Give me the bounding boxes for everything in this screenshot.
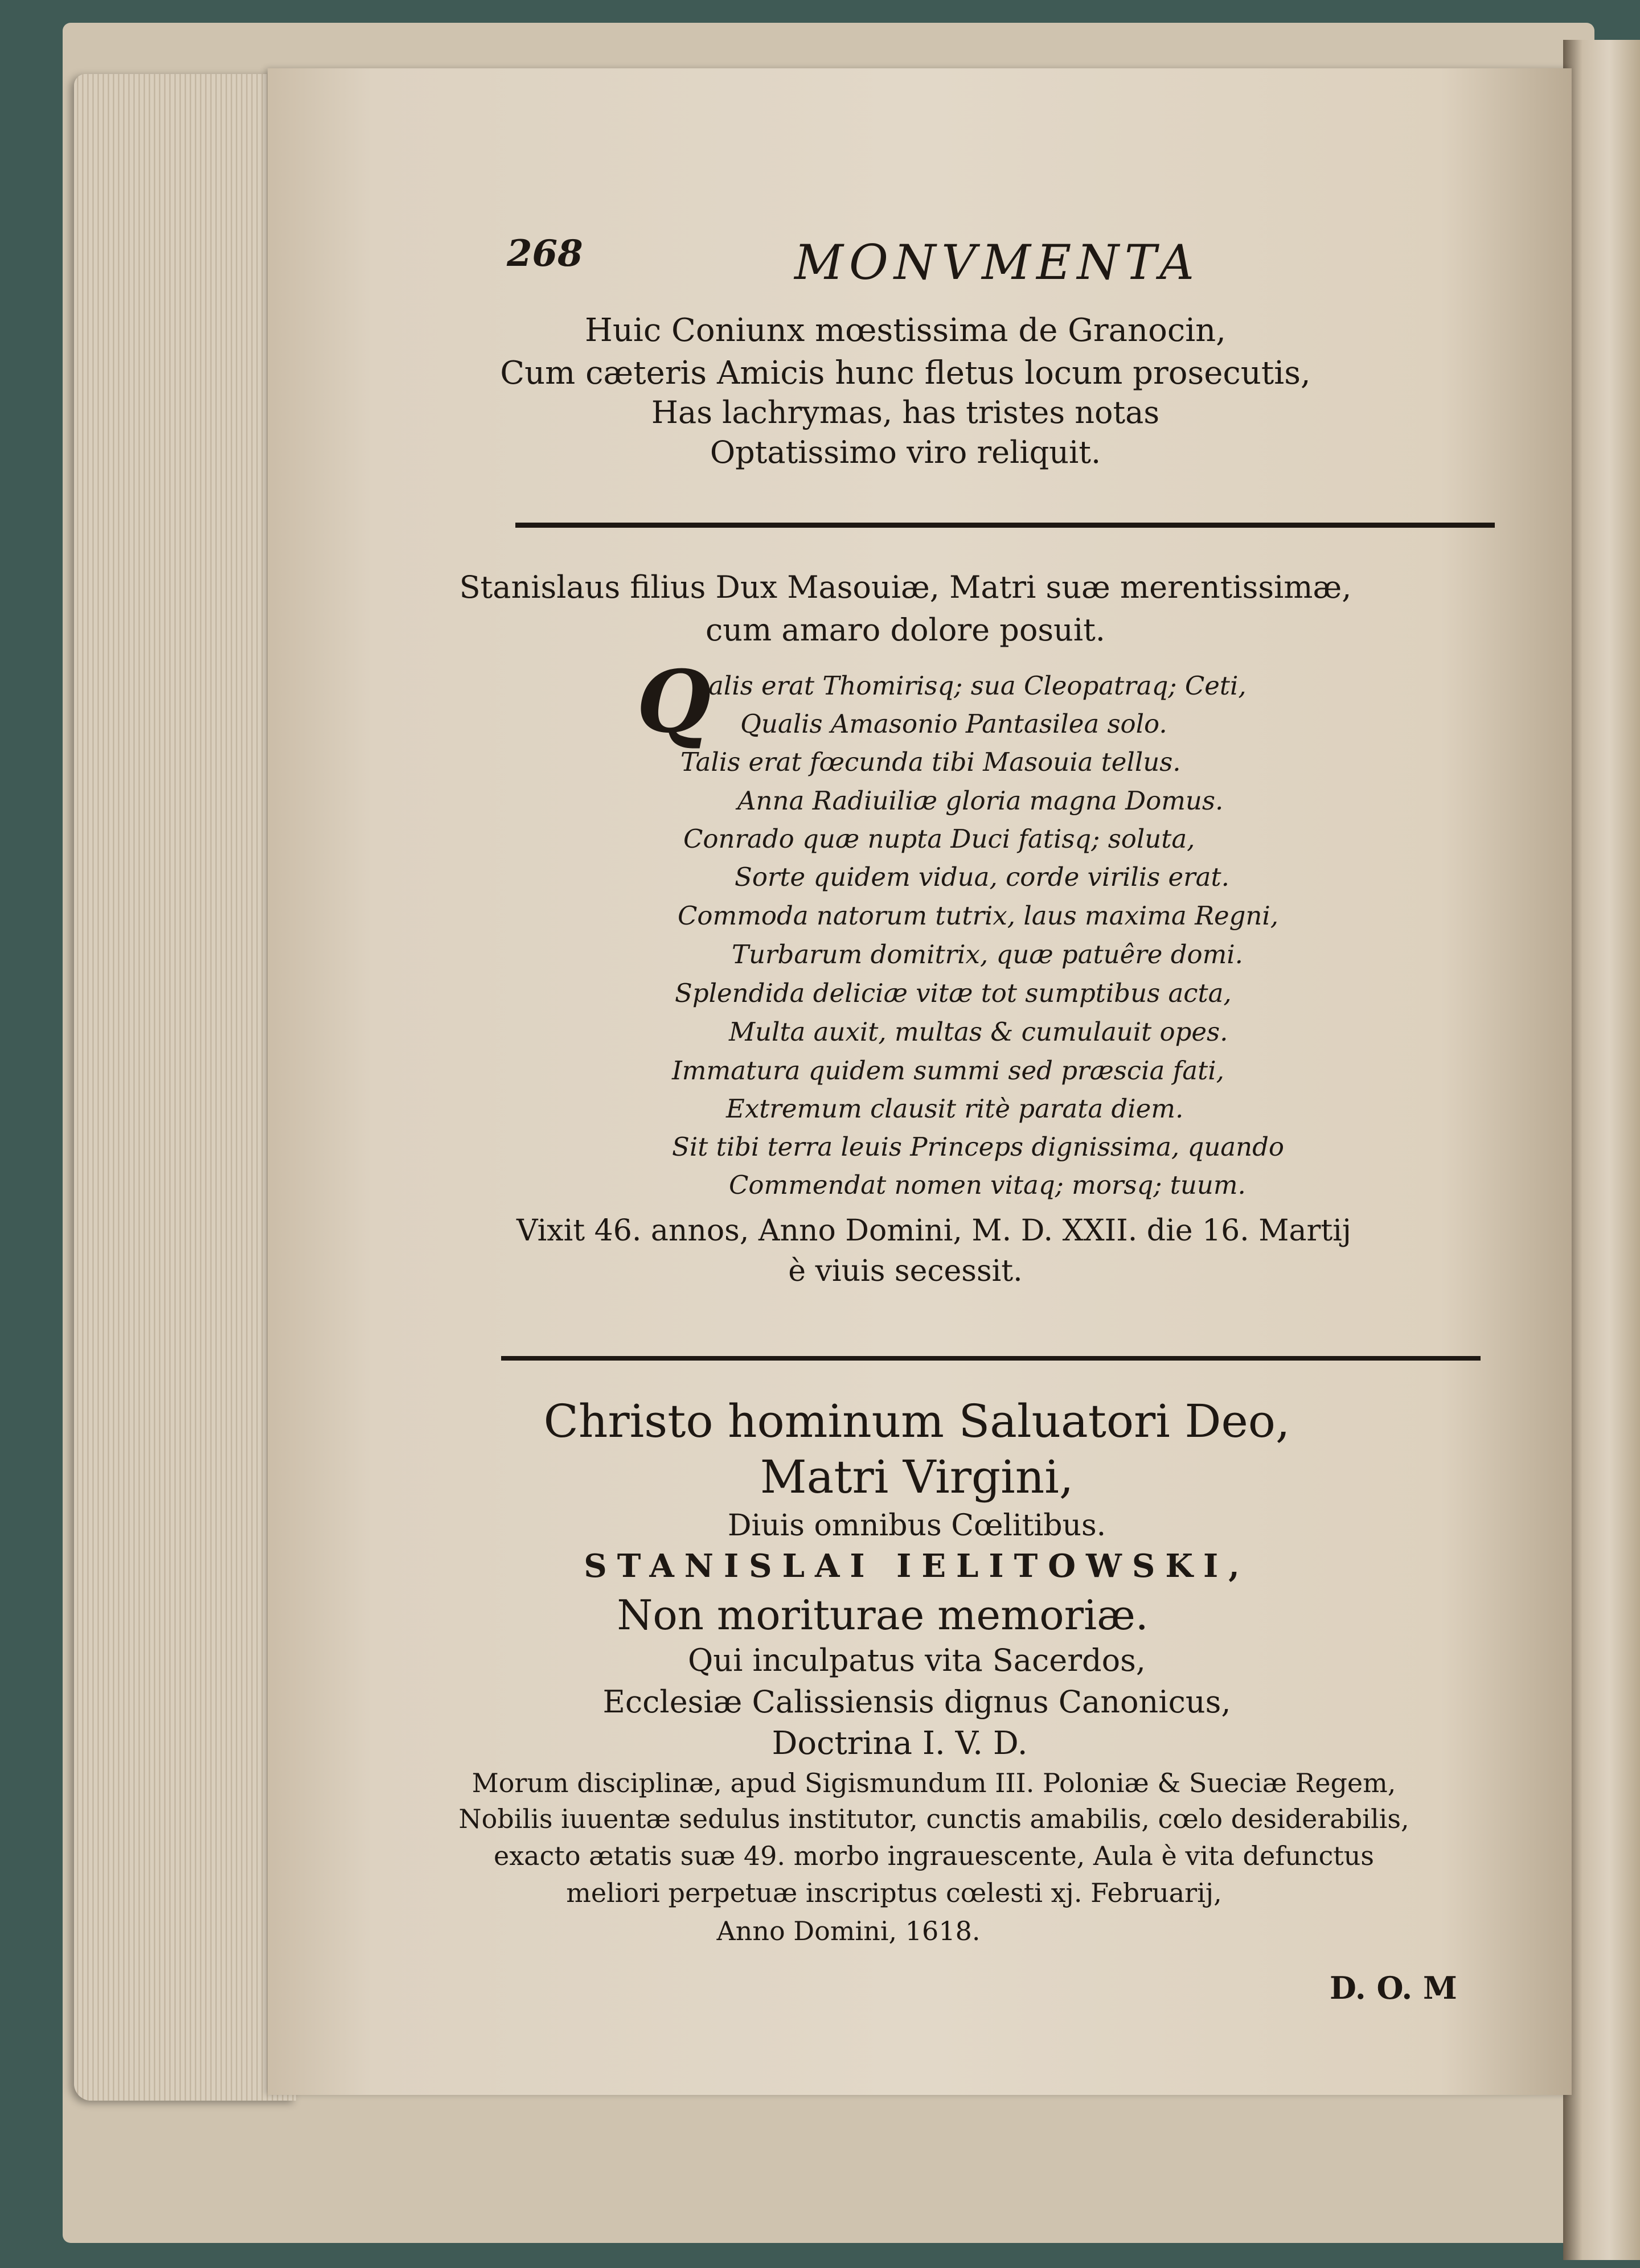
epitaph3-line: Doctrina I. V. D. [772, 1725, 1028, 1762]
poem-line: Sit tibi terra leuis Princeps dignissima, quando [672, 1132, 1285, 1162]
poem-line: Extremum clausit ritè parata diem. [726, 1094, 1184, 1124]
poem-line: Multa auxit, multas & cumulauit opes. [729, 1017, 1228, 1047]
epitaph2-closing: è viuis secessit. [788, 1254, 1023, 1288]
epitaph2-closing: Vixit 46. annos, Anno Domini, M. D. XXII. die 16. Martij [516, 1214, 1351, 1248]
epitaph2-intro: Stanislaus filius Dux Masouiæ, Matri suæ merentissimæ, [459, 569, 1352, 605]
poem-line: Immatura quidem summi sed præscia fati, [672, 1055, 1224, 1086]
divider-rule [515, 523, 1495, 528]
poem-line: Qualis Amasonio Pantasilea solo. [740, 709, 1167, 739]
epitaph3-line: Nobilis iuuentæ sedulus institutor, cunctis amabilis, cœlo desiderabilis, [458, 1803, 1409, 1834]
epitaph1-line: Optatissimo viro reliquit. [710, 434, 1101, 470]
poem-line: Splendida deliciæ vitæ tot sumptibus acta, [675, 978, 1232, 1008]
epitaph3-line: exacto ætatis suæ 49. morbo ingrauescente, Aula è vita defunctus [494, 1840, 1374, 1871]
poem-line: Commoda natorum tutrix, laus maxima Regni, [678, 901, 1279, 931]
poem-line: Sorte quidem vidua, corde virilis erat. [735, 862, 1229, 892]
epitaph3-line: Ecclesiæ Calissiensis dignus Canonicus, [602, 1684, 1231, 1720]
poem-line: ualis erat Thomirisq; sua Cleopatraq; Ceti, [692, 671, 1247, 701]
poem-line: Conrado quæ nupta Duci fatisq; soluta, [683, 824, 1195, 854]
epitaph3-line: Diuis omnibus Cœlitibus. [727, 1509, 1106, 1543]
catchword: D. O. M [1330, 1970, 1457, 2006]
drop-cap: Q [637, 652, 711, 752]
poem-line: Talis erat fœcunda tibi Masouia tellus. [680, 747, 1181, 777]
epitaph3-line: meliori perpetuæ inscriptus cœlesti xj. Februarij, [566, 1877, 1222, 1908]
poem-line: Anna Radiuiliæ gloria magna Domus. [737, 786, 1224, 816]
epitaph3-line: Qui inculpatus vita Sacerdos, [688, 1642, 1146, 1678]
running-title: MONVMENTA [794, 235, 1200, 290]
epitaph3-line: Non moriturae memoriæ. [617, 1591, 1149, 1639]
page-number: 268 [507, 232, 583, 275]
epitaph1-line: Huic Coniunx mœstissima de Granocin, [585, 312, 1226, 349]
epitaph3-line: Christo hominum Saluatori Deo, [543, 1395, 1290, 1448]
poem-line: Turbarum domitrix, quæ patuêre domi. [732, 939, 1243, 969]
epitaph3-line: Morum disciplinæ, apud Sigismundum III. Poloniæ & Sueciæ Regem, [472, 1768, 1396, 1798]
epitaph3-line: Anno Domini, 1618. [716, 1916, 981, 1946]
epitaph1-line: Has lachrymas, has tristes notas [651, 395, 1160, 430]
epitaph2-intro: cum amaro dolore posuit. [706, 612, 1105, 648]
epitaph1-line: Cum cæteris Amicis hunc fletus locum prosecutis, [500, 355, 1311, 392]
divider-rule [501, 1356, 1481, 1361]
epitaph3-name: STANISLAI IELITOWSKI, [584, 1547, 1250, 1585]
poem-line: Commendat nomen vitaq; morsq; tuum. [729, 1170, 1246, 1200]
epitaph3-line: Matri Virgini, [760, 1451, 1074, 1503]
